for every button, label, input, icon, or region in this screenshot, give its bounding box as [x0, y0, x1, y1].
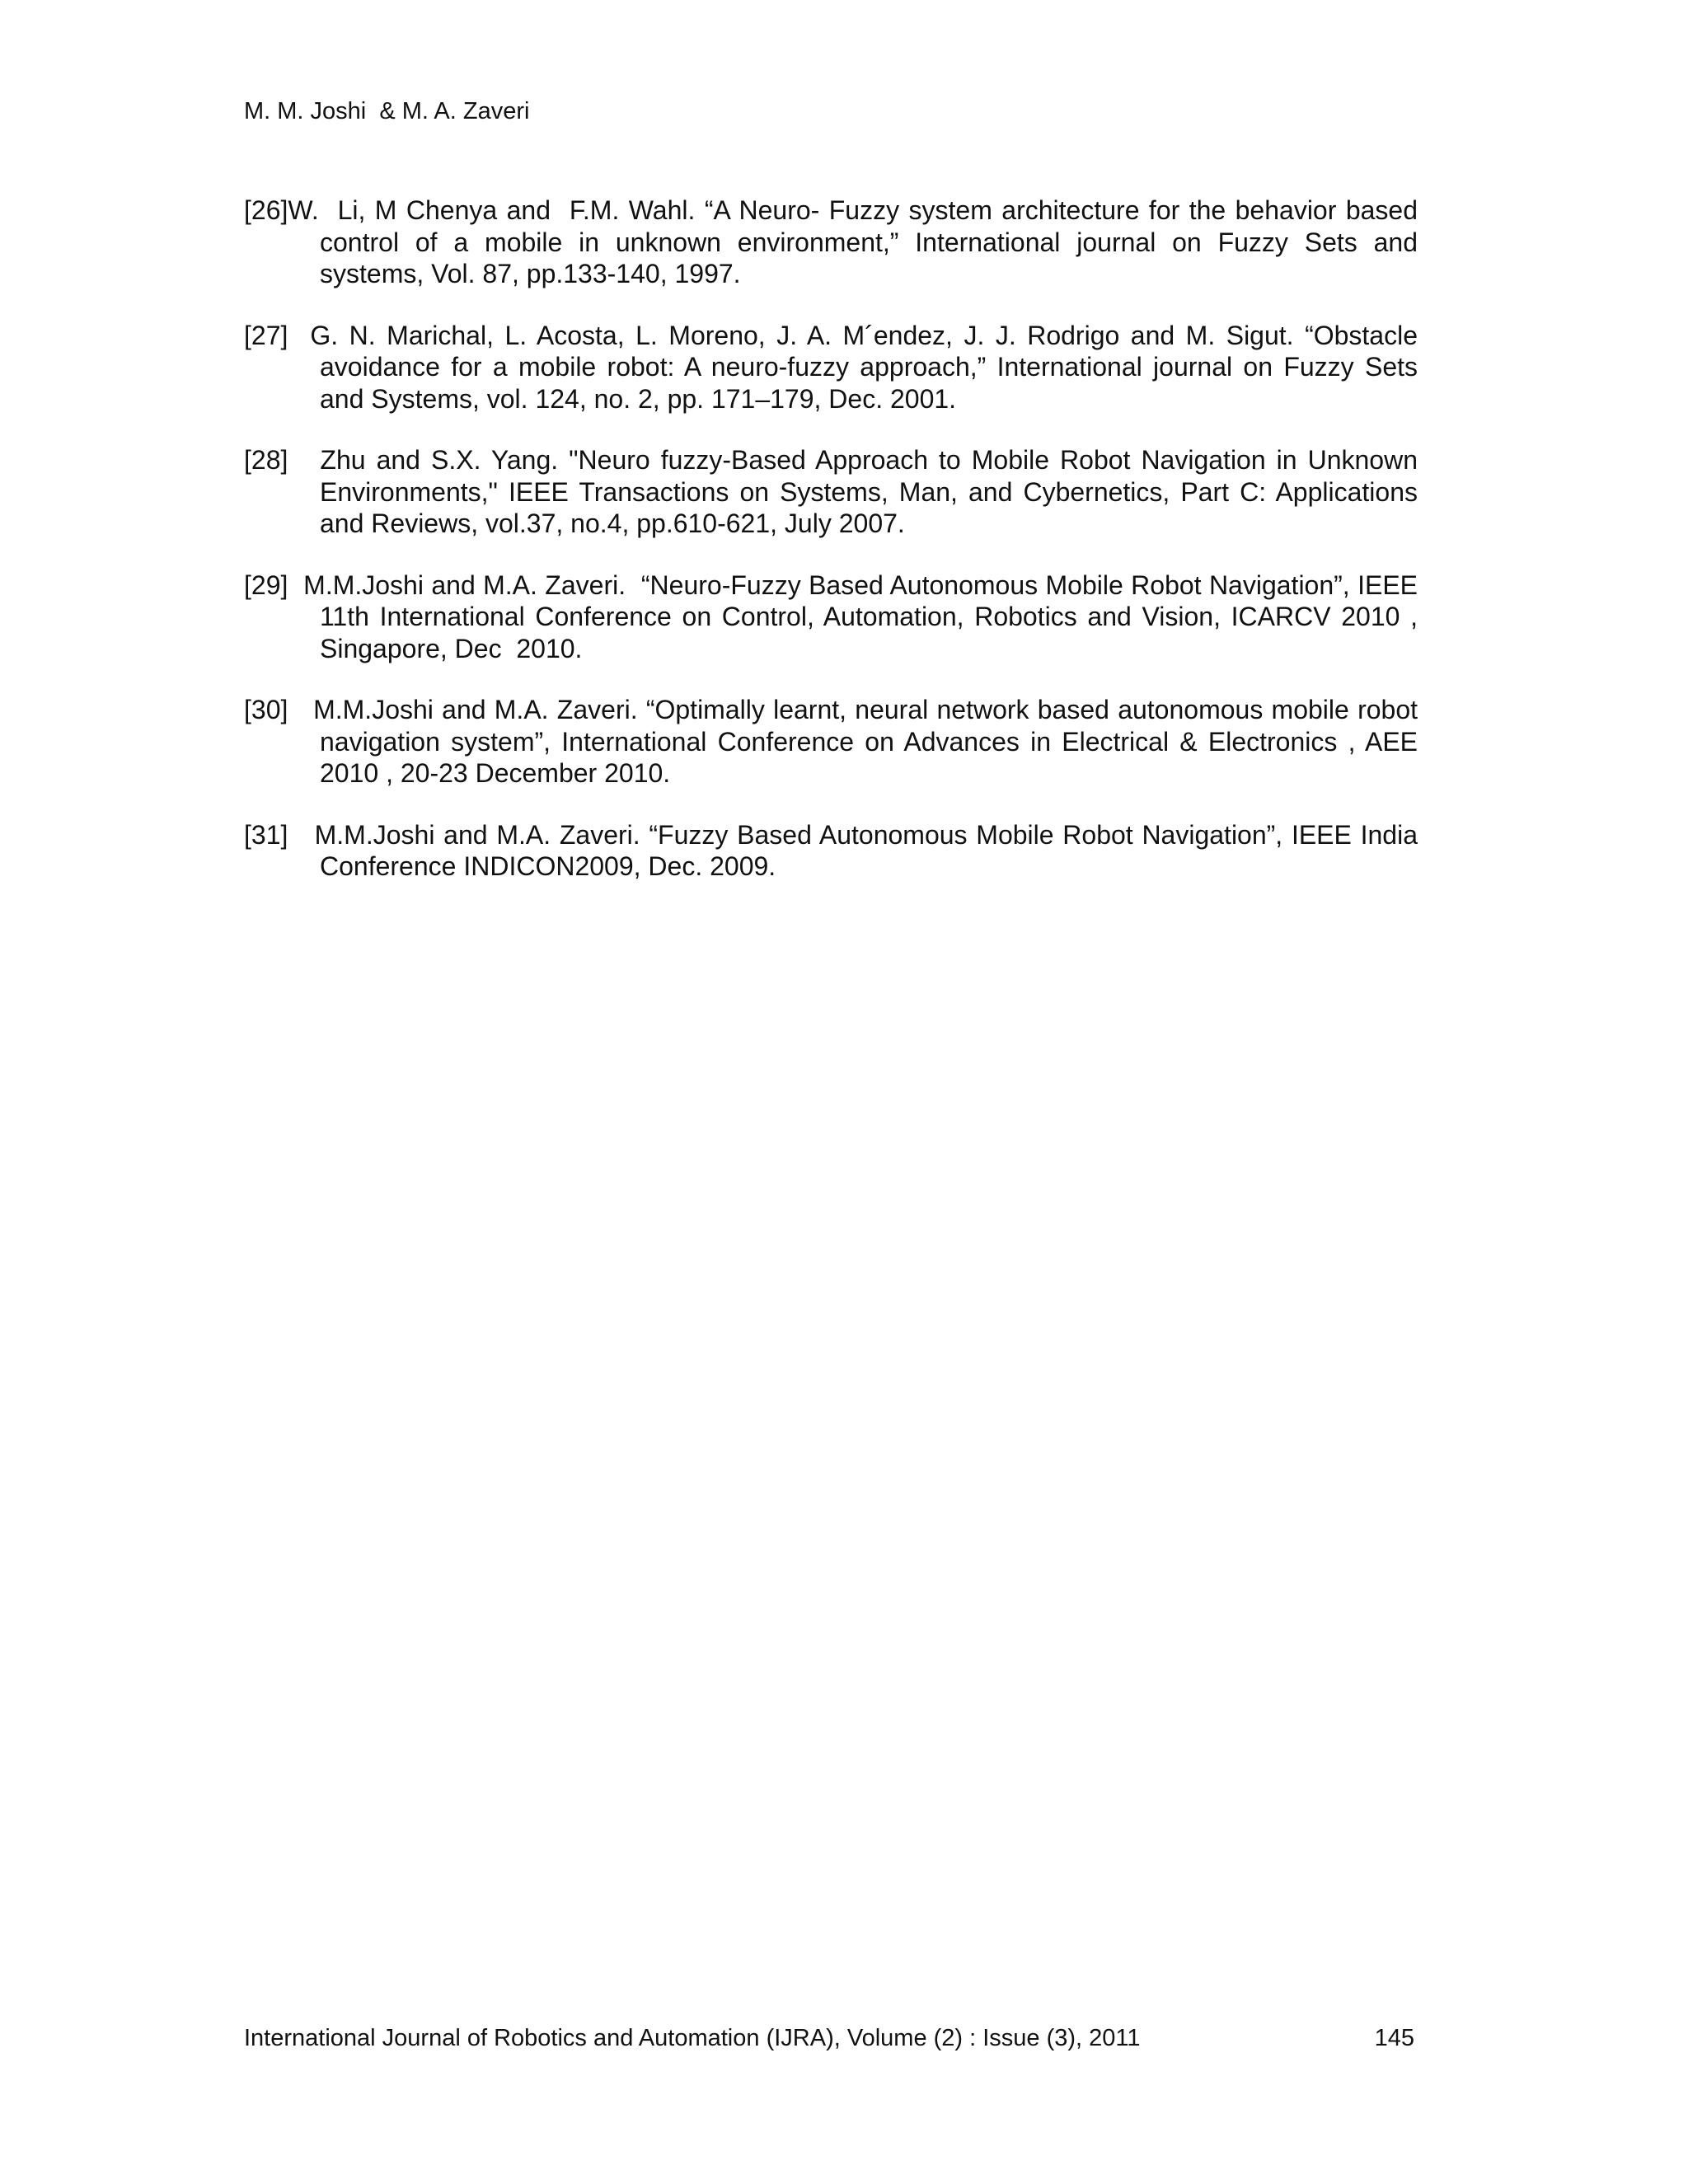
footer-journal-citation: International Journal of Robotics and Automation (IJRA), Volume (2) : Issue (3), 2011 [244, 2025, 1141, 2051]
reference-item [244, 444, 1425, 540]
reference-text: W. Li, M Chenya and F.M. Wahl. “A Neuro- Fuzzy system architecture for the behavior based control of a mobile in unknown environment,” International journal on Fuzzy Sets and systems, Vol. 87, pp.133-140, 1997. [288, 195, 1425, 288]
reference-number: [31] [244, 819, 288, 850]
running-head: M. M. Joshi & M. A. Zaveri [244, 98, 530, 124]
page-footer [244, 2022, 1418, 2054]
reference-text: G. N. Marichal, L. Acosta, L. Moreno, J. A. M´endez, J. J. Rodrigo and M. Sigut. “Obstacle avoidance for a mobile robot: A neuro-fuzzy approach,” International journal on Fuzzy Sets and Systems, vol. 124, no. 2, pp. 171–179, Dec. 2001. [288, 320, 1425, 414]
reference-text: M.M.Joshi and M.A. Zaveri. “Optimally learnt, neural network based autonomous mobile robot navigation system”, International Conference on Advances in Electrical & Electronics , AEE 2010 , 20-23 December 2010. [288, 695, 1425, 788]
reference-number: [30] [244, 695, 288, 724]
reference-list [244, 194, 1425, 912]
reference-item [244, 320, 1425, 415]
reference-item [244, 819, 1425, 883]
reference-number: [27] [244, 320, 288, 350]
reference-number: [29] [244, 569, 288, 600]
reference-text: M.M.Joshi and M.A. Zaveri. “Fuzzy Based Autonomous Mobile Robot Navigation”, IEEE India Conference INDICON2009, Dec. 2009. [288, 819, 1425, 881]
reference-item [244, 694, 1425, 790]
reference-number: [26] [244, 195, 288, 225]
reference-text: M.M.Joshi and M.A. Zaveri. “Neuro-Fuzzy Based Autonomous Mobile Robot Navigation”, IEEE 11th International Conference on Control, Automation, Robotics and Vision, ICARCV 2010 , Singapore, Dec 2010. [288, 569, 1425, 663]
reference-item [244, 194, 1425, 290]
reference-text: Zhu and S.X. Yang. "Neuro fuzzy-Based Approach to Mobile Robot Navigation in Unknown Environments," IEEE Transactions on Systems, Man, and Cybernetics, Part C: Applications and Reviews, vol.37, no.4, pp.610-621, July 2007. [288, 445, 1425, 538]
reference-number: [28] [244, 445, 288, 475]
page-number: 145 [1374, 2025, 1414, 2051]
reference-item [244, 569, 1425, 665]
